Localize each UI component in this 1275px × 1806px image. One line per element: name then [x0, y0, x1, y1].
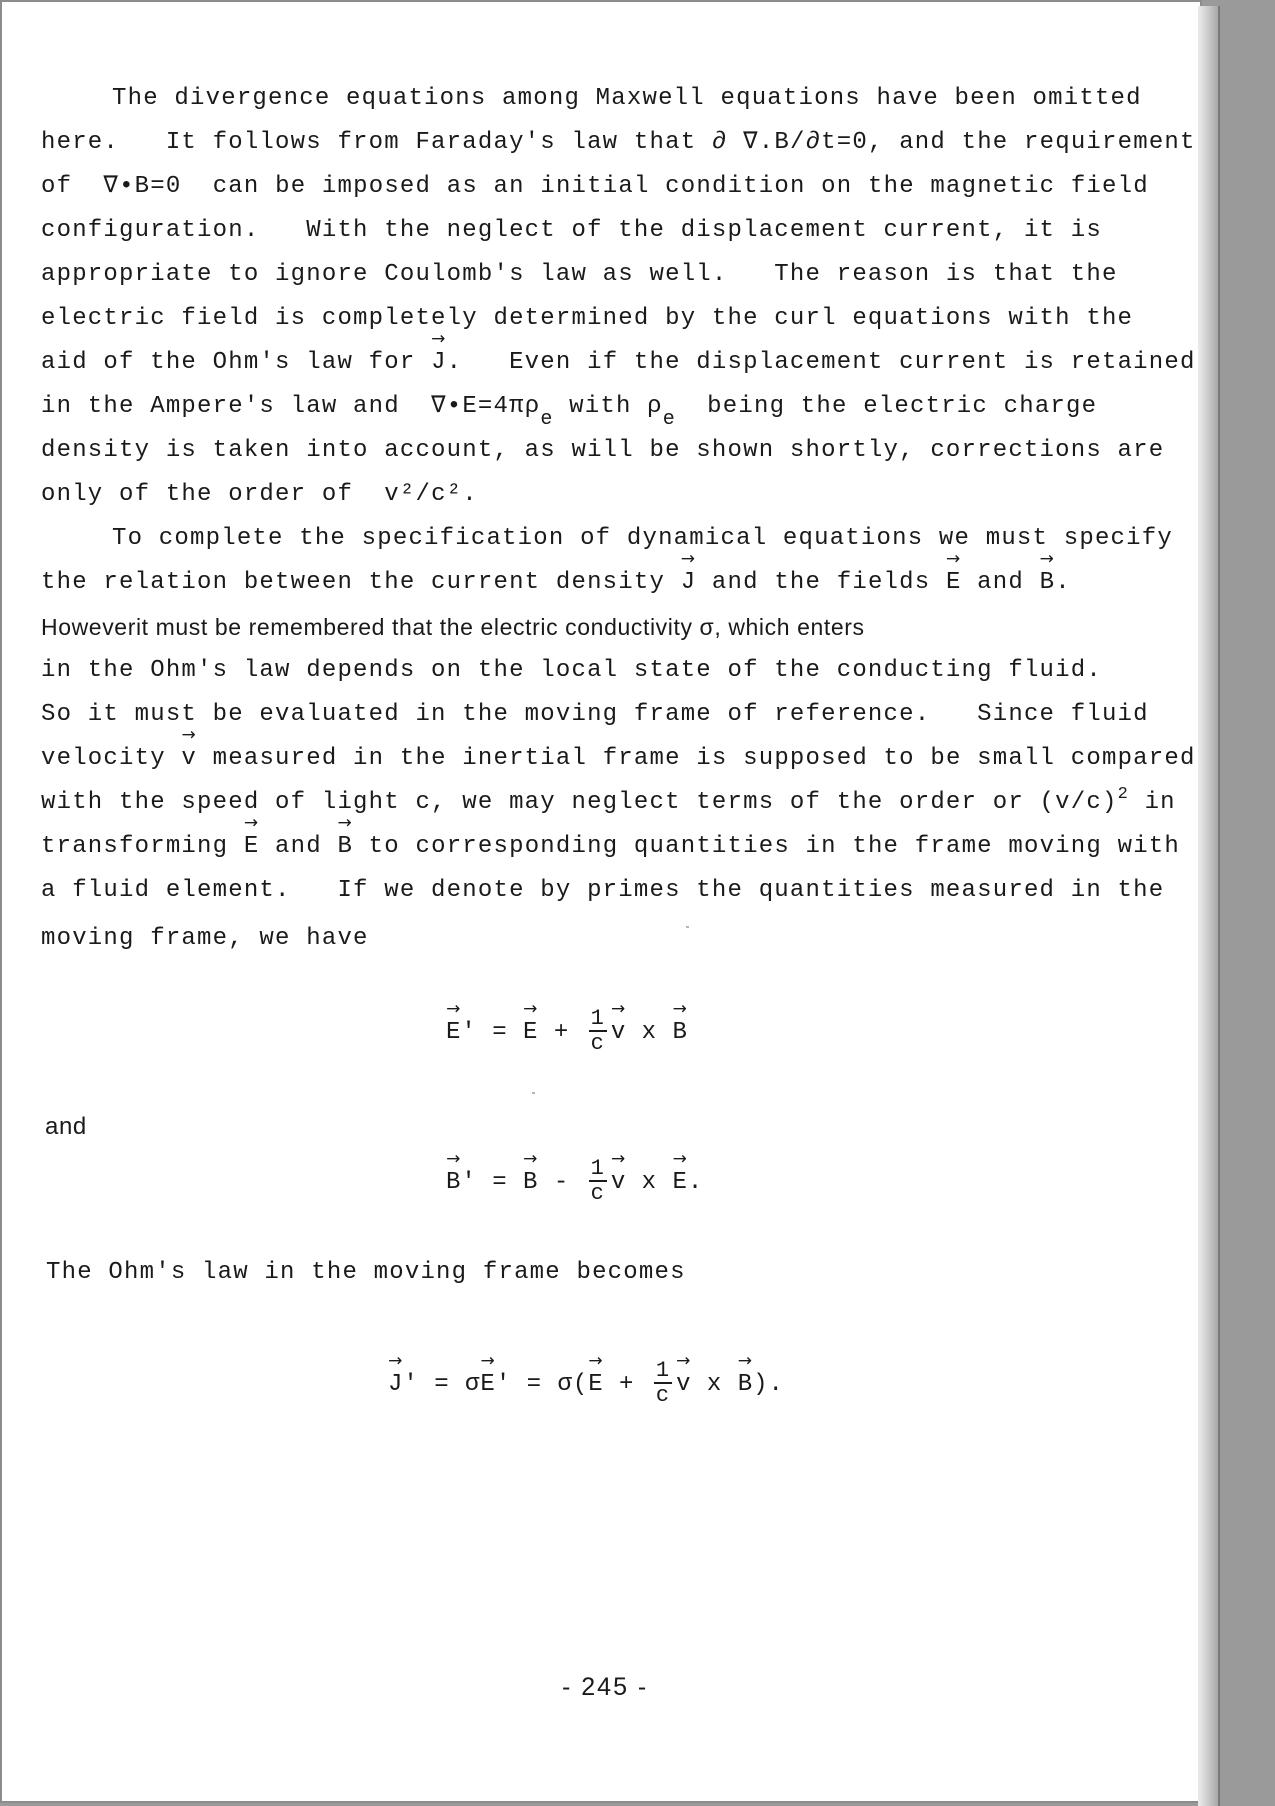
text-line: the relation between the current density → J and the fields → E and → B.	[41, 568, 1071, 598]
text-line: density is taken into account, as will be shown shortly, corrections are	[41, 437, 1165, 464]
text-line: So it must be evaluated in the moving frame of reference. Since fluid	[41, 701, 1149, 728]
text-line: only of the order of v²/c².	[41, 481, 478, 508]
text-line: in the Ampere's law and $\nabla•E=4\pi\rho_e$ with $\rho_e$ being the electric charge	[41, 393, 1098, 431]
equation-e-prime: → E' = → E + $\frac{1}{c}$ → v x → B	[446, 1008, 688, 1055]
fraction-one-over-c: $\frac{1}{c}$	[590, 1156, 605, 1206]
order-expression: v²/c².	[384, 481, 478, 508]
text-line: with the speed of light c, we may neglect terms of the order or $(v/c)^2$ in	[41, 785, 1176, 816]
equation-ohm-law: → J' = σ→ E' = σ(→ E + $\frac{1}{c}$ → v x → B).	[388, 1360, 784, 1407]
text-line: configuration. With the neglect of the displacement current, it is	[41, 217, 1102, 244]
scan-speck	[532, 1092, 535, 1094]
text-line: Howeverit must be remembered that the electric conductivity σ, which enters	[41, 614, 865, 640]
text-line: transforming → E and → B to corresponding quantities in the frame moving with	[41, 832, 1180, 862]
text-line: of ∇•B=0 can be imposed as an initial condition on the magnetic field	[41, 173, 1149, 200]
and-label: and	[45, 1113, 87, 1140]
text-line: appropriate to ignore Coulomb's law as well. The reason is that the	[41, 261, 1118, 288]
fraction-one-over-c: $\frac{1}{c}$	[590, 1006, 605, 1056]
faraday-expression: ∂ ∇.B/∂t=0	[711, 129, 868, 156]
current-density-symbol: → J	[431, 348, 447, 378]
scan-speck	[686, 926, 689, 928]
text-line: velocity → v measured in the inertial frame is supposed to be small compared	[41, 744, 1196, 774]
gauss-law-expression: ∇•E=4πρ	[431, 393, 541, 420]
text-line: The divergence equations among Maxwell equations have been omitted	[112, 85, 1142, 112]
text-line: electric field is completely determined by the curl equations with the	[41, 305, 1134, 332]
charge-density-symbol: ρ	[647, 393, 663, 420]
text-line: To complete the specification of dynamical equations we must specify	[112, 525, 1173, 552]
equation-b-prime: → B' = → B - $\frac{1}{c}$ → v x → E.	[446, 1158, 703, 1205]
text-line: here. It follows from Faraday's law that ∂ ∇.B/∂t=0, and the requirement	[41, 129, 1196, 156]
text-line: aid of the Ohm's law for → J. Even if the displacement current is retained	[41, 348, 1196, 378]
text-line: moving frame, we have	[41, 925, 369, 952]
page-edge-shadow	[1198, 6, 1220, 1806]
fraction-one-over-c: $\frac{1}{c}$	[655, 1358, 671, 1408]
ohm-intro-line: The Ohm's law in the moving frame becomes	[46, 1259, 686, 1286]
text-line: in the Ohm's law depends on the local state of the conducting fluid.	[41, 657, 1102, 684]
div-b-expression: ∇•B=0	[103, 173, 182, 200]
text-line: a fluid element. If we denote by primes the quantities measured in the	[41, 877, 1165, 904]
page-number: - 245 -	[562, 1673, 649, 1701]
